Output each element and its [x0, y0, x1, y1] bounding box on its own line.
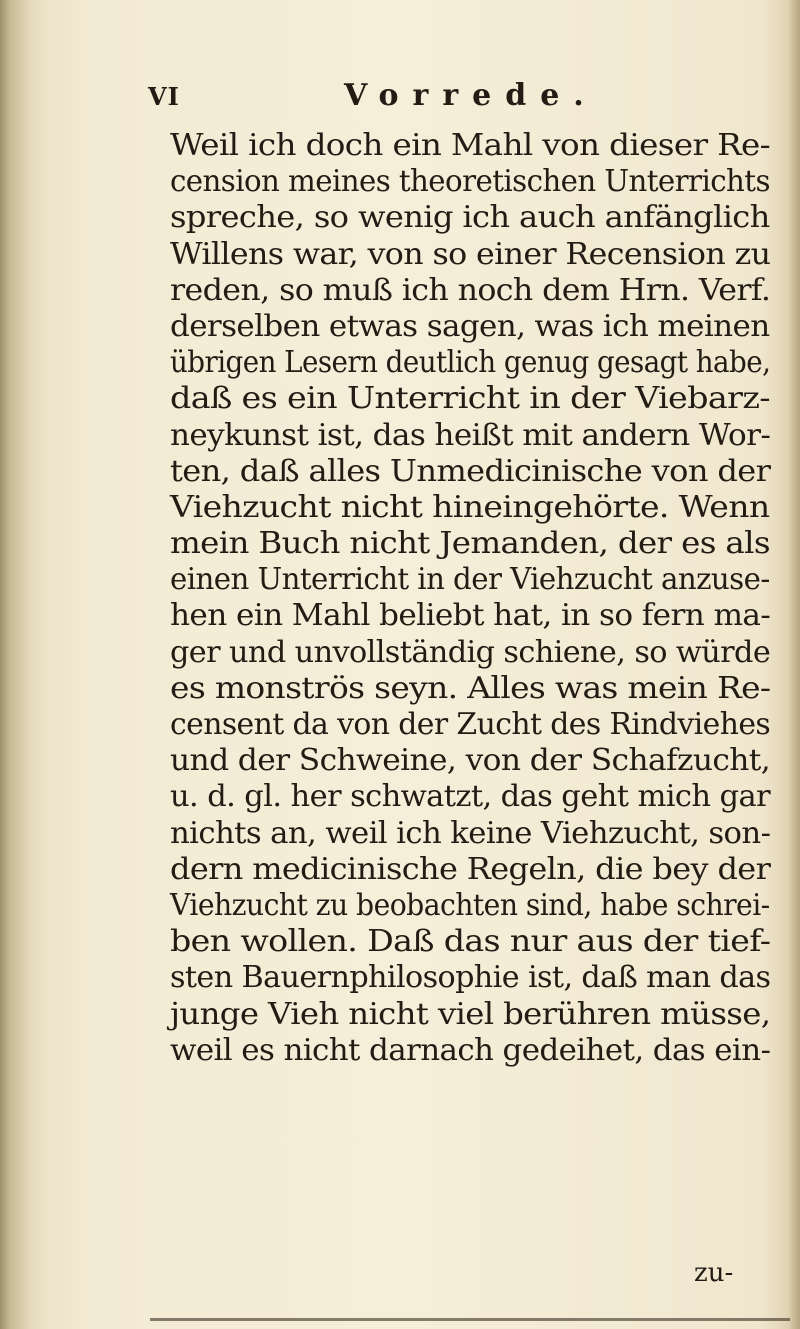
text-line: weil es nicht darnach gedeihet, das ein-: [170, 1032, 771, 1068]
text-line: dern medicinische Regeln, die bey der: [170, 851, 771, 887]
text-line: Viehzucht zu beobachten sind, habe schrei-: [170, 887, 770, 923]
text-line: es monströs seyn. Alles was mein Re-: [170, 670, 771, 706]
text-line: u. d. gl. her schwatzt, das geht mich gar: [170, 779, 770, 815]
text-line: ger und unvollständig schiene, so würde: [170, 634, 771, 670]
text-line: übrigen Lesern deutlich genug gesagt habe,: [170, 345, 771, 381]
page-bottom-edge: [150, 1318, 790, 1321]
text-line: sten Bauernphilosophie ist, daß man das: [170, 960, 771, 996]
text-line: neykunst ist, das heißt mit andern Wor-: [170, 417, 771, 453]
text-line: reden, so muß ich noch dem Hrn. Verf.: [170, 272, 771, 308]
text-line: ben wollen. Daß das nur aus der tief-: [170, 924, 771, 960]
body-text: [170, 128, 770, 1069]
text-line: einen Unterricht in der Viehzucht anzuse-: [170, 562, 770, 598]
text-line: censent da von der Zucht des Rindviehes: [170, 707, 771, 742]
page-binding-shadow: [0, 0, 44, 1329]
text-line: cension meines theoretischen Unterrichts: [170, 164, 770, 200]
text-line: spreche, so wenig ich auch anfänglich: [170, 200, 770, 236]
text-line: mein Buch nicht Jemanden, der es als: [170, 526, 770, 562]
page-header: [148, 78, 668, 118]
catchword: zu-: [694, 1258, 734, 1288]
text-line: hen ein Mahl beliebt hat, in so fern ma-: [170, 598, 771, 634]
text-line: Viehzucht nicht hineingehörte. Wenn: [170, 489, 770, 525]
text-line: ten, daß alles Unmedicinische von der: [170, 453, 771, 489]
running-title: Vorrede.: [344, 78, 598, 113]
page-edge-shadow: [788, 0, 800, 1329]
page-number: VI: [148, 82, 180, 111]
text-line: und der Schweine, von der Schafzucht,: [170, 743, 771, 779]
text-line: Willens war, von so einer Recension zu: [170, 236, 771, 272]
text-line: junge Vieh nicht viel berühren müsse,: [170, 996, 771, 1032]
text-line: nichts an, weil ich keine Viehzucht, son-: [170, 815, 771, 851]
text-line: derselben etwas sagen, was ich meinen: [170, 308, 770, 344]
text-line: Weil ich doch ein Mahl von dieser Re-: [170, 128, 771, 163]
text-line: daß es ein Unterricht in der Viebarz-: [170, 381, 770, 417]
